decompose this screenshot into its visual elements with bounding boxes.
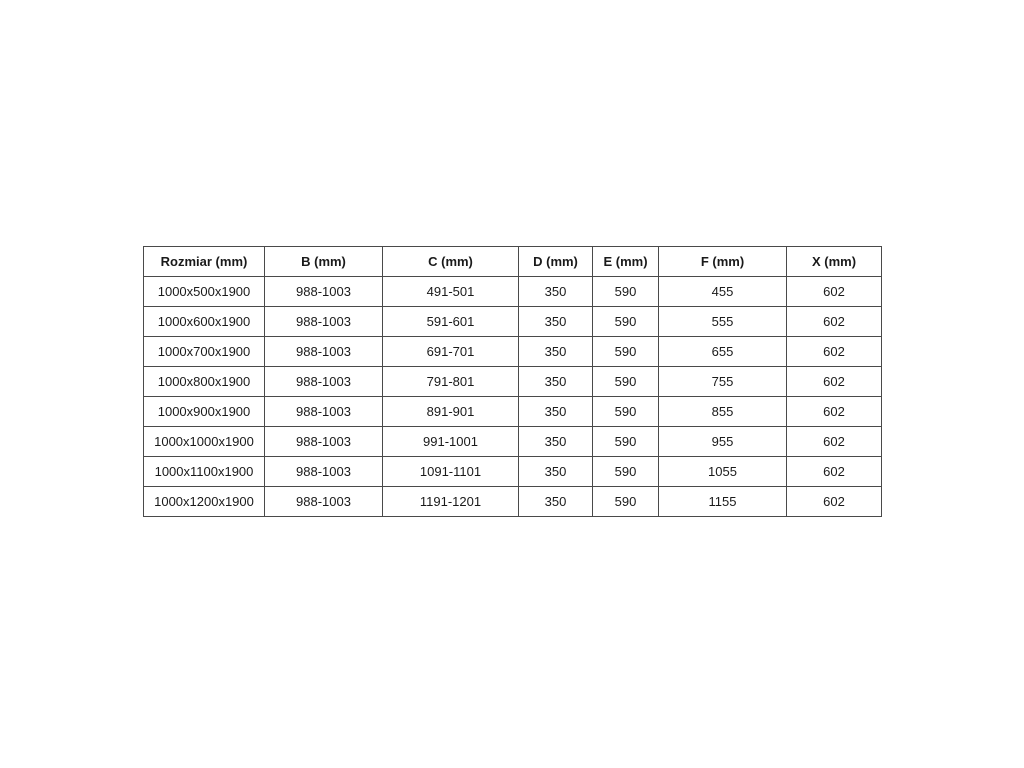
table-cell: 590	[593, 487, 659, 517]
table-cell: 602	[787, 307, 882, 337]
table-cell: 590	[593, 307, 659, 337]
column-header: B (mm)	[265, 247, 383, 277]
table-cell: 350	[519, 487, 593, 517]
table-cell: 350	[519, 337, 593, 367]
table-row	[144, 307, 882, 337]
table-cell: 1000x900x1900	[144, 397, 265, 427]
table-row	[144, 337, 882, 367]
table-cell: 602	[787, 397, 882, 427]
table-row	[144, 427, 882, 457]
table-cell: 455	[659, 277, 787, 307]
column-header: X (mm)	[787, 247, 882, 277]
dimensions-spec-table	[143, 246, 882, 517]
table-cell: 991-1001	[383, 427, 519, 457]
table-cell: 1055	[659, 457, 787, 487]
column-header: F (mm)	[659, 247, 787, 277]
table-cell: 1000x1200x1900	[144, 487, 265, 517]
table-cell: 955	[659, 427, 787, 457]
column-header: C (mm)	[383, 247, 519, 277]
table-cell: 988-1003	[265, 487, 383, 517]
table-cell: 602	[787, 367, 882, 397]
table-cell: 1000x700x1900	[144, 337, 265, 367]
table-cell: 602	[787, 487, 882, 517]
table-row	[144, 487, 882, 517]
table-cell: 655	[659, 337, 787, 367]
table-cell: 590	[593, 427, 659, 457]
table-cell: 988-1003	[265, 367, 383, 397]
table-header-row	[144, 247, 882, 277]
table-row	[144, 367, 882, 397]
table-cell: 590	[593, 337, 659, 367]
table-cell: 791-801	[383, 367, 519, 397]
table-cell: 755	[659, 367, 787, 397]
table-cell: 350	[519, 277, 593, 307]
table-cell: 1000x800x1900	[144, 367, 265, 397]
table-cell: 988-1003	[265, 337, 383, 367]
table-cell: 891-901	[383, 397, 519, 427]
table-cell: 590	[593, 277, 659, 307]
table-cell: 350	[519, 397, 593, 427]
table-cell: 1000x600x1900	[144, 307, 265, 337]
table-cell: 988-1003	[265, 457, 383, 487]
table-cell: 1091-1101	[383, 457, 519, 487]
table-cell: 602	[787, 427, 882, 457]
table-cell: 350	[519, 457, 593, 487]
table-cell: 602	[787, 337, 882, 367]
table-cell: 350	[519, 427, 593, 457]
column-header: Rozmiar (mm)	[144, 247, 265, 277]
table-cell: 988-1003	[265, 397, 383, 427]
table-cell: 1191-1201	[383, 487, 519, 517]
table-cell: 555	[659, 307, 787, 337]
table-cell: 855	[659, 397, 787, 427]
table-cell: 590	[593, 367, 659, 397]
table-row	[144, 277, 882, 307]
table-cell: 988-1003	[265, 427, 383, 457]
table-cell: 1000x1100x1900	[144, 457, 265, 487]
table-cell: 691-701	[383, 337, 519, 367]
table-cell: 988-1003	[265, 277, 383, 307]
table-body	[144, 277, 882, 517]
table-cell: 590	[593, 457, 659, 487]
table-cell: 602	[787, 277, 882, 307]
table-cell: 988-1003	[265, 307, 383, 337]
table-cell: 1000x1000x1900	[144, 427, 265, 457]
table-row	[144, 457, 882, 487]
table-cell: 1155	[659, 487, 787, 517]
table-cell: 350	[519, 367, 593, 397]
table-cell: 590	[593, 397, 659, 427]
table-row	[144, 397, 882, 427]
table-cell: 350	[519, 307, 593, 337]
table-cell: 591-601	[383, 307, 519, 337]
table-cell: 491-501	[383, 277, 519, 307]
table-cell: 1000x500x1900	[144, 277, 265, 307]
column-header: D (mm)	[519, 247, 593, 277]
table-cell: 602	[787, 457, 882, 487]
column-header: E (mm)	[593, 247, 659, 277]
table-header	[144, 247, 882, 277]
